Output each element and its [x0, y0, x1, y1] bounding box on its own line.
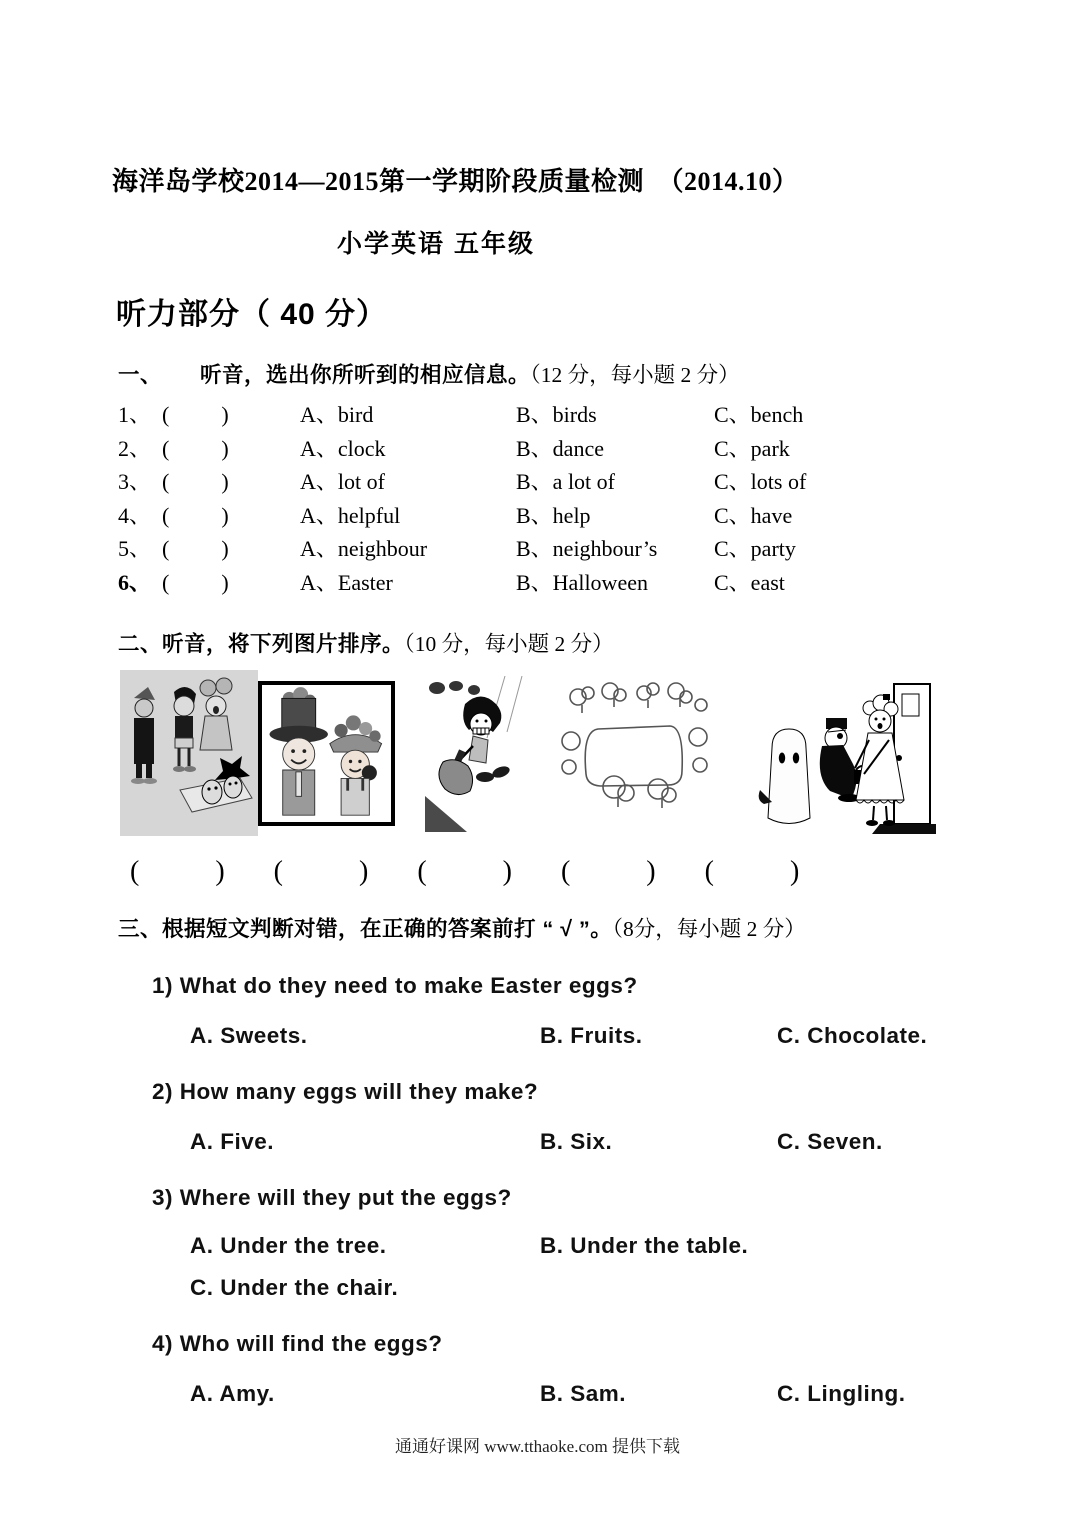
picture-order-blanks	[118, 856, 1058, 888]
option-a: A、lot of	[300, 469, 385, 495]
paren-close: )	[646, 856, 656, 887]
option-c: C、party	[714, 536, 796, 562]
paren-open: (	[273, 856, 283, 887]
child-carrying-bag-image	[425, 676, 532, 832]
answer-blank	[162, 532, 300, 566]
section-2-title: 听音，将下列图片排序。	[162, 632, 405, 656]
option-b: B、a lot of	[516, 469, 615, 495]
answer-blank	[162, 465, 300, 499]
question-number: 6、	[118, 569, 152, 595]
option-b: B、neighbour’s	[516, 536, 658, 562]
paren-open: (	[162, 536, 170, 562]
answer-blank	[274, 856, 369, 888]
listening-item-row	[118, 398, 998, 432]
option-c: C、have	[714, 502, 793, 528]
section-2	[118, 627, 1058, 888]
option-c: C、lots of	[714, 469, 807, 495]
children-wearing-decorated-hats-image	[258, 681, 395, 826]
question-number: 2、	[118, 435, 152, 461]
option-c: C. Chocolate.	[777, 1023, 928, 1048]
answer-blank	[705, 856, 800, 888]
trick-or-treaters-at-door-image	[752, 678, 940, 835]
question-text: 2) How many eggs will they make?	[152, 1079, 539, 1104]
paren-close: )	[221, 469, 229, 495]
answer-blank	[162, 432, 300, 466]
section-1-items	[118, 398, 998, 600]
section-1	[118, 358, 998, 600]
section-3-header	[118, 912, 1018, 943]
paren-open: (	[560, 856, 571, 887]
paren-open: (	[162, 502, 170, 528]
section-2-points: （10 分，每小题 2 分）	[404, 632, 614, 656]
picture-row	[118, 670, 1058, 848]
question-text: 1) What do they need to make Easter eggs?	[152, 973, 638, 998]
reading-questions	[118, 973, 1018, 1407]
question-number: 1、	[118, 402, 152, 427]
section-1-points: （12 分，每小题 2 分）	[530, 363, 740, 387]
paren-close: )	[502, 856, 512, 887]
option-c: C、park	[714, 435, 790, 461]
paren-open: (	[162, 435, 170, 461]
option-b: B. Sam.	[540, 1381, 627, 1406]
option-a: A、neighbour	[300, 536, 428, 562]
option-c: C. Lingling.	[777, 1381, 906, 1406]
option-a: A. Five.	[190, 1129, 275, 1154]
paren-open: (	[704, 856, 714, 887]
section-3-number: 三、	[118, 917, 163, 941]
question-text: 4) Who will find the eggs?	[152, 1331, 443, 1356]
option-a: A. Under the tree.	[190, 1233, 387, 1258]
question-options	[118, 1233, 1018, 1259]
section-2-number: 二、	[118, 632, 163, 656]
question-number: 5、	[118, 536, 152, 562]
paren-close: )	[221, 502, 229, 528]
section-3	[118, 912, 1018, 1407]
answer-blank	[417, 856, 512, 888]
paper-title: 海洋岛学校2014—2015第一学期阶段质量检测 （2014.10）	[112, 167, 799, 196]
option-c: C、east	[714, 569, 785, 595]
option-a: A、Easter	[300, 569, 393, 595]
footer-watermark: 通通好课网 www.tthaoke.com 提供下载	[394, 1437, 681, 1456]
option-b: B、Halloween	[516, 569, 648, 595]
listening-item-row	[118, 566, 998, 600]
option-a: A、bird	[300, 402, 374, 427]
question-text: 3) Where will they put the eggs?	[152, 1185, 512, 1210]
paren-open: (	[162, 469, 170, 495]
van-among-trees-image	[558, 679, 708, 824]
listening-item-row	[118, 499, 998, 533]
section-3-title: 根据短文判断对错，在正确的答案前打 “ √ ”。	[162, 917, 613, 941]
paren-open: (	[162, 569, 170, 595]
option-b: B. Six.	[540, 1129, 613, 1154]
paren-close: )	[358, 856, 369, 887]
listening-item-row	[118, 465, 998, 499]
paren-close: )	[221, 569, 229, 595]
paren-open: (	[417, 856, 427, 887]
option-c: C. Under the chair.	[190, 1275, 399, 1300]
section-3-points: （8分，每小题 2 分）	[612, 917, 806, 941]
answer-blank	[162, 499, 300, 533]
option-a: A. Amy.	[190, 1381, 275, 1406]
paren-close: )	[221, 402, 229, 427]
answer-blank	[561, 856, 656, 888]
kids-in-halloween-costumes-image	[120, 670, 258, 836]
paren-open: (	[162, 402, 170, 427]
paren-close: )	[221, 435, 229, 461]
option-c: C、bench	[714, 402, 804, 427]
paren-close: )	[215, 856, 225, 887]
answer-blank	[162, 398, 300, 432]
listening-part-heading: 听力部分（ 40 分）	[116, 298, 388, 331]
section-1-header	[118, 358, 998, 389]
option-a: A、helpful	[300, 502, 401, 528]
section-1-number: 一、	[118, 363, 163, 387]
listening-item-row	[118, 432, 998, 466]
answer-blank	[130, 856, 225, 888]
answer-blank	[162, 566, 300, 600]
option-c: C. Seven.	[777, 1129, 883, 1154]
paren-close: )	[789, 856, 800, 887]
paren-open: (	[130, 856, 140, 887]
paper-subtitle: 小学英语 五年级	[337, 230, 535, 258]
listening-item-row	[118, 532, 998, 566]
question-options	[118, 1381, 1018, 1407]
option-b: B、help	[516, 502, 591, 528]
option-a: A. Sweets.	[190, 1023, 308, 1048]
section-1-title: 听音，选出你所听到的相应信息。	[200, 363, 531, 387]
question-number: 4、	[118, 502, 152, 528]
question-number: 3、	[118, 469, 152, 495]
question-options	[118, 1023, 1018, 1049]
option-b: B. Under the table.	[540, 1233, 749, 1258]
option-a: A、clock	[300, 435, 386, 461]
option-b: B、birds	[516, 402, 597, 427]
section-2-header	[118, 627, 1058, 658]
question-options	[118, 1129, 1018, 1155]
paren-close: )	[221, 536, 229, 562]
option-b: B. Fruits.	[540, 1023, 643, 1048]
option-b: B、dance	[516, 435, 604, 461]
